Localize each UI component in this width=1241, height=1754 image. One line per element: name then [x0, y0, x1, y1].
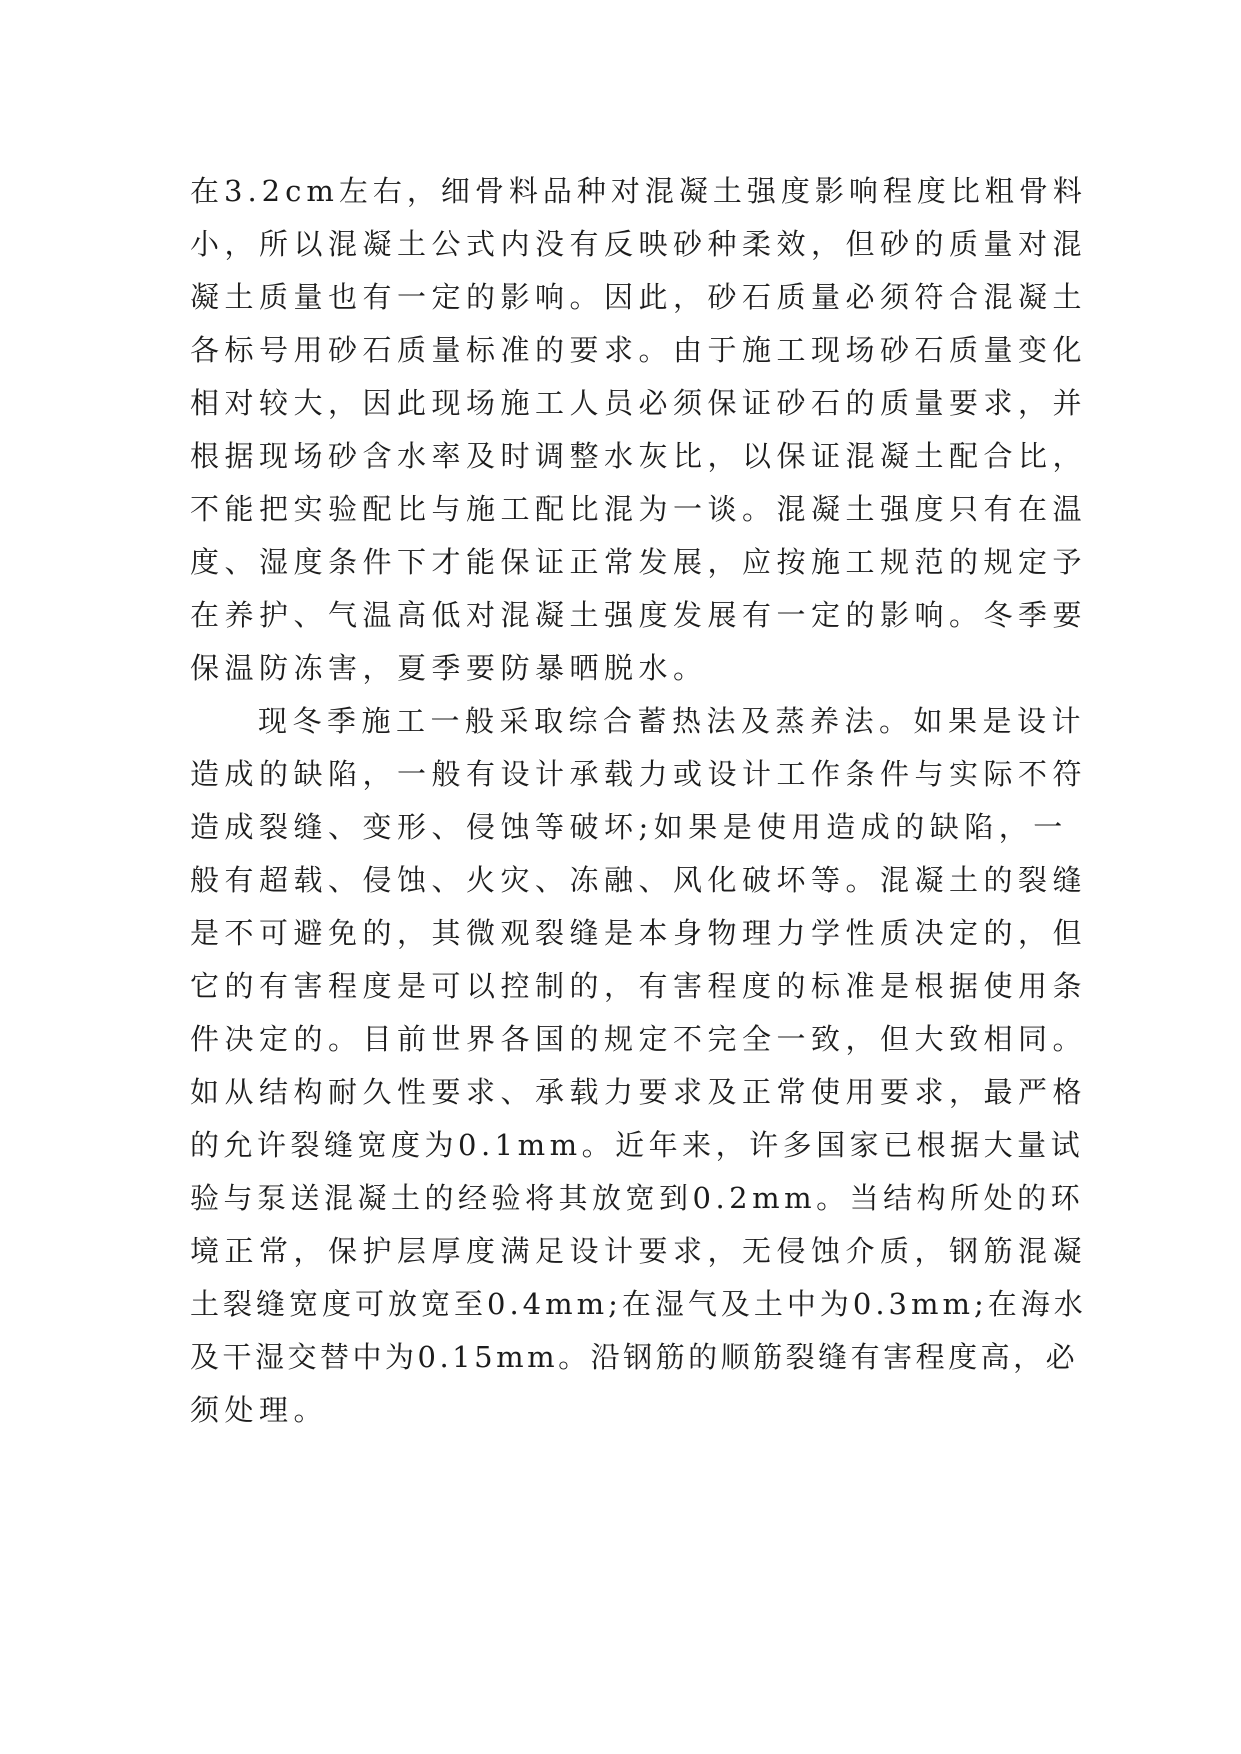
paragraph-line: 相对较大，因此现场施工人员必须保证砂石的质量要求，并 — [190, 386, 1088, 420]
paragraph-line: 验与泵送混凝土的经验将其放宽到0.2mm。当结构所处的环 — [190, 1181, 1085, 1215]
paragraph-line: 如从结构耐久性要求、承载力要求及正常使用要求，最严格 — [190, 1075, 1088, 1109]
paragraph-line: 造成裂缝、变形、侵蚀等破坏;如果是使用造成的缺陷，一 — [190, 810, 1068, 844]
paragraph-line: 是不可避免的，其微观裂缝是本身物理力学性质决定的，但 — [190, 916, 1088, 950]
paragraph-line: 般有超载、侵蚀、火灾、冻融、风化破坏等。混凝土的裂缝 — [190, 863, 1088, 897]
paragraph-line: 的允许裂缝宽度为0.1mm。近年来，许多国家已根据大量试 — [190, 1128, 1085, 1162]
paragraph-line: 须处理。 — [190, 1393, 329, 1427]
paragraph-2 — [190, 695, 1090, 1437]
paragraph-line: 根据现场砂含水率及时调整水灰比，以保证混凝土配合比， — [190, 439, 1088, 473]
paragraph-line: 小，所以混凝土公式内没有反映砂种柔效，但砂的质量对混 — [190, 227, 1088, 261]
paragraph-line: 各标号用砂石质量标准的要求。由于施工现场砂石质量变化 — [190, 333, 1088, 367]
paragraph-1 — [190, 165, 1090, 695]
paragraph-line: 不能把实验配比与施工配比混为一谈。混凝土强度只有在温 — [190, 492, 1088, 526]
paragraph-line: 它的有害程度是可以控制的，有害程度的标准是根据使用条 — [190, 969, 1088, 1003]
paragraph-line: 在养护、气温高低对混凝土强度发展有一定的影响。冬季要 — [190, 598, 1088, 632]
paragraph-first-line: 现冬季施工一般采取综合蓄热法及蒸养法。如果是设计 — [258, 704, 1087, 738]
paragraph-line: 及干湿交替中为0.15mm。沿钢筋的顺筋裂缝有害程度高，必 — [190, 1340, 1079, 1374]
paragraph-line: 件决定的。目前世界各国的规定不完全一致，但大致相同。 — [190, 1022, 1088, 1056]
paragraph-line: 土裂缝宽度可放宽至0.4mm;在湿气及土中为0.3mm;在海水 — [190, 1287, 1087, 1321]
paragraph-line: 保温防冻害，夏季要防暴晒脱水。 — [190, 651, 708, 685]
paragraph-line: 凝土质量也有一定的影响。因此，砂石质量必须符合混凝土 — [190, 280, 1088, 314]
paragraph-line: 造成的缺陷，一般有设计承载力或设计工作条件与实际不符 — [190, 757, 1088, 791]
paragraph-line: 境正常，保护层厚度满足设计要求，无侵蚀介质，钢筋混凝 — [190, 1234, 1088, 1268]
paragraph-line: 度、湿度条件下才能保证正常发展，应按施工规范的规定予 — [190, 545, 1088, 579]
paragraph-line: 在3.2cm左右，细骨料品种对混凝土强度影响程度比粗骨料 — [190, 174, 1087, 208]
document-body — [190, 165, 1090, 1437]
